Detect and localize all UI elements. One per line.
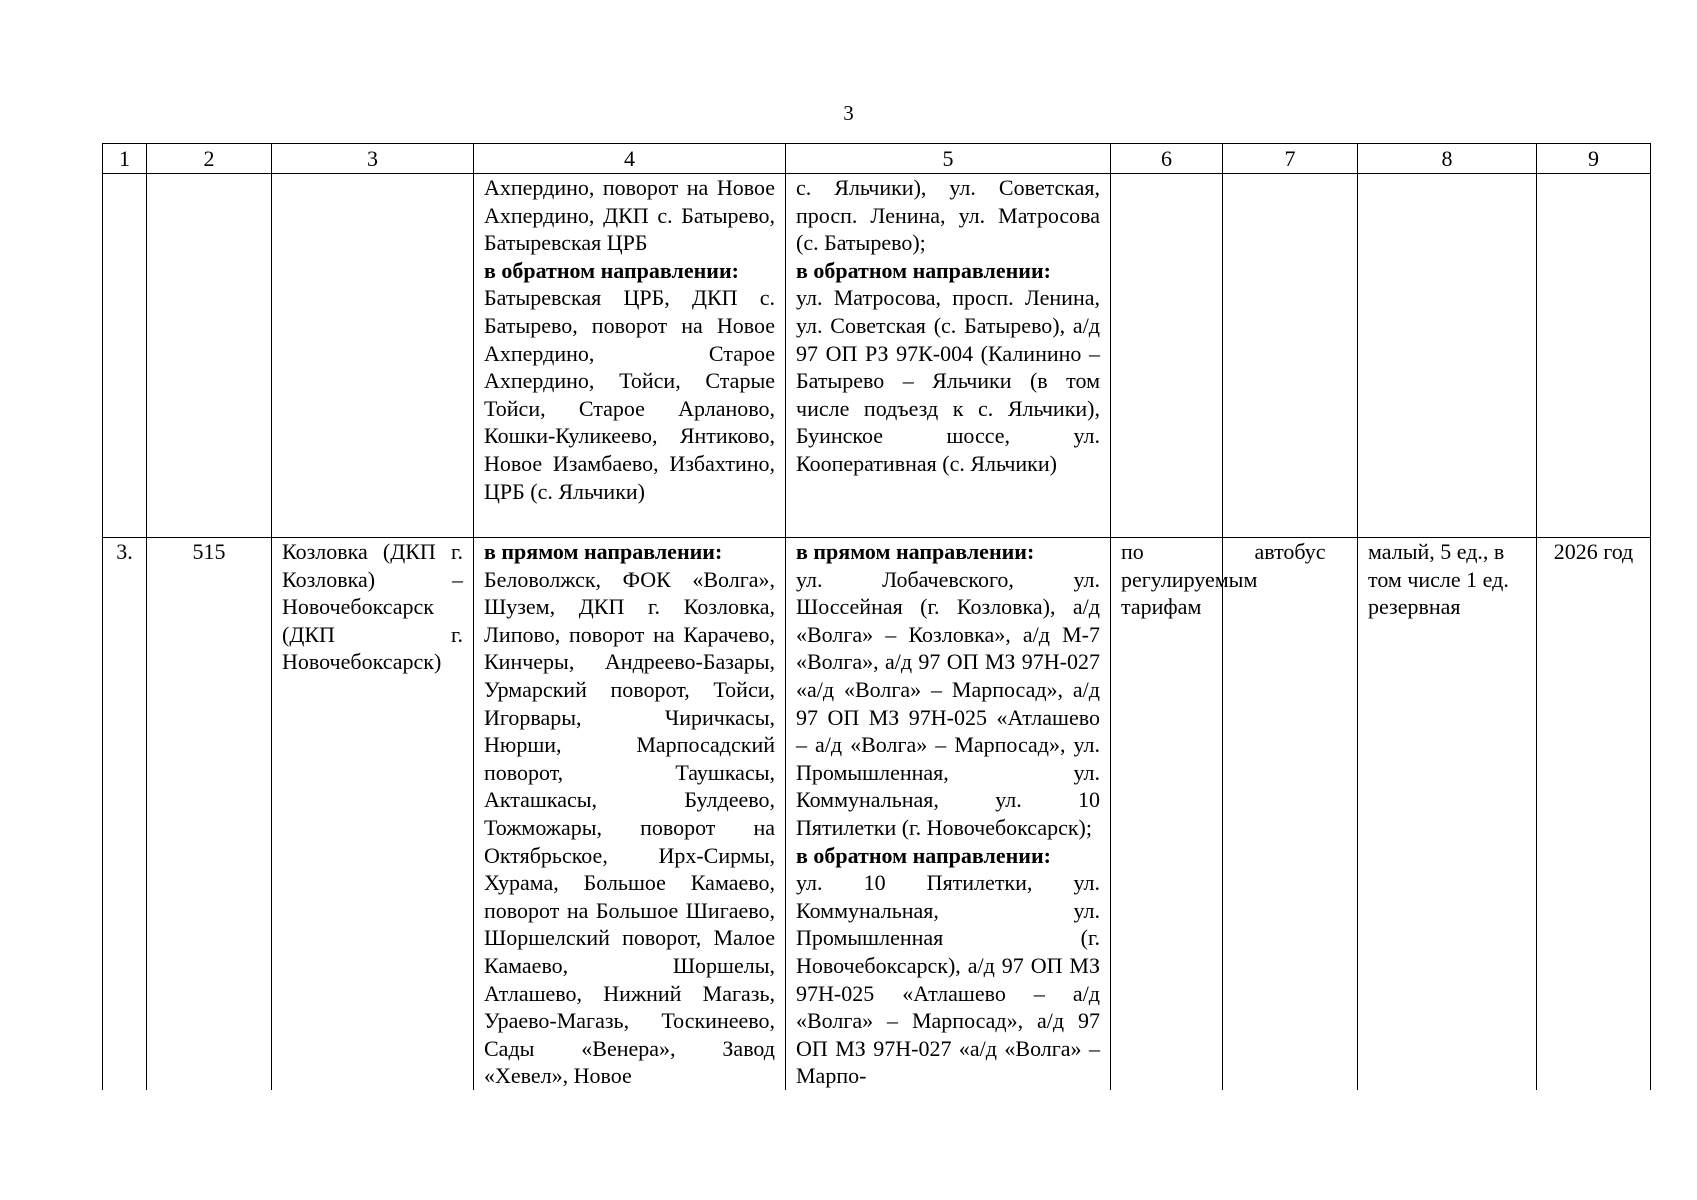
forward-direction-label: в прямом направлении:: [796, 539, 1035, 564]
reverse-direction-label: в обратном направлении:: [796, 257, 1051, 283]
routes-table: [102, 143, 1651, 1090]
column-number: 1: [103, 144, 147, 174]
empty-cell: [103, 174, 147, 538]
stops-cell: [474, 174, 786, 538]
page-number: 3: [843, 101, 854, 125]
streets-cell: [786, 174, 1111, 538]
column-number: 3: [272, 144, 474, 174]
streets-reverse: ул. 10 Пятилетки, ул. Коммунальная, ул. Промышленная (г. Новочебоксарск), а/д 97 ОП МЗ 97Н-025 «Атлашево – а/д «Волга» – Марпосад», а/д 97 ОП МЗ 97Н-027 «а/д «Волга» – Марпо-: [796, 870, 1100, 1089]
column-number: 9: [1537, 144, 1651, 174]
stops-forward-tail: Ахпердино, поворот на Новое Ахпердино, ДКП с. Батырево, Батыревская ЦРБ: [484, 175, 775, 256]
column-number: 6: [1111, 144, 1223, 174]
empty-cell: [147, 174, 272, 538]
empty-cell: [1358, 174, 1537, 538]
table-row-route-3: [103, 538, 1651, 1091]
stops-cell: [474, 538, 786, 1091]
empty-cell: [1537, 174, 1651, 538]
vehicle-class-cell: малый, 5 ед., в том числе 1 ед. резервная: [1358, 538, 1537, 1091]
route-index: 3.: [103, 538, 147, 1091]
start-date-cell: 2026 год: [1537, 538, 1651, 1091]
column-number: 2: [147, 144, 272, 174]
column-number: 5: [786, 144, 1111, 174]
reverse-direction-label: в обратном направлении:: [484, 257, 739, 283]
streets-forward: ул. Лобачевского, ул. Шоссейная (г. Козловка), а/д «Волга» – Козловка», а/д М-7 «Волга», а/д 97 ОП МЗ 97Н-027 «а/д «Волга» – Марпосад», а/д 97 ОП МЗ 97Н-025 «Атлашево – а/д «Волга» – Марпосад», ул. Промышленная, ул. Коммунальная, ул. 10 Пятилетки (г. Новочебоксарск);: [796, 566, 1100, 840]
route-reg-number: 515: [147, 538, 272, 1091]
forward-direction-label: в прямом направлении:: [484, 539, 723, 564]
column-number: 4: [474, 144, 786, 174]
column-number: 7: [1223, 144, 1358, 174]
vehicle-type-cell: автобус: [1223, 538, 1358, 1091]
stops-forward: Беловолжск, ФОК «Волга», Шузем, ДКП г. Козловка, Липово, поворот на Карачево, Кинчеры, Андреево-Базары, Урмарский поворот, Тойси, Игорвары, Чиричкасы, Нюрши, Марпосадский поворот, Таушкасы, Акташкасы, Булдеево, Тожможары, поворот на Октябрьское, Ирх-Сирмы, Хурама, Большое Камаево, поворот на Большое Шигаево, Шоршелский поворот, Малое Камаево, Шоршелы, Атлашево, Нижний Магазь, Ураево-Магазь, Тоскинеево, Сады «Венера», Завод «Хевел», Новое: [484, 566, 775, 1089]
streets-reverse: ул. Матросова, просп. Ленина, ул. Советская (с. Батырево), а/д 97 ОП РЗ 97К-004 (Калинино – Батырево – Яльчики (в том числе подъезд к с. Яльчики), Буинское шоссе, ул. Кооперативная (с. Яльчики): [796, 285, 1100, 476]
empty-cell: [272, 174, 474, 538]
empty-cell: [1223, 174, 1358, 538]
empty-cell: [1111, 174, 1223, 538]
column-number: 8: [1358, 144, 1537, 174]
table-row-continuation: [103, 174, 1651, 538]
route-name: Козловка (ДКП г. Козловка) – Новочебоксарск (ДКП г. Новочебоксарск): [272, 538, 474, 1091]
streets-cell: [786, 538, 1111, 1091]
column-number-header: [103, 144, 1651, 174]
reverse-direction-label: в обратном направлении:: [796, 842, 1051, 868]
tariff-cell: по регулируемым тарифам: [1111, 538, 1223, 1091]
stops-reverse: Батыревская ЦРБ, ДКП с. Батырево, поворот на Новое Ахпердино, Старое Ахпердино, Тойси, Старые Тойси, Старое Арланово, Кошки-Куликеево, Янтиково, Новое Изамбаево, Избахтино, ЦРБ (с. Яльчики): [484, 285, 775, 504]
streets-forward-tail: с. Яльчики), ул. Советская, просп. Ленина, ул. Матросова (с. Батырево);: [796, 175, 1100, 256]
